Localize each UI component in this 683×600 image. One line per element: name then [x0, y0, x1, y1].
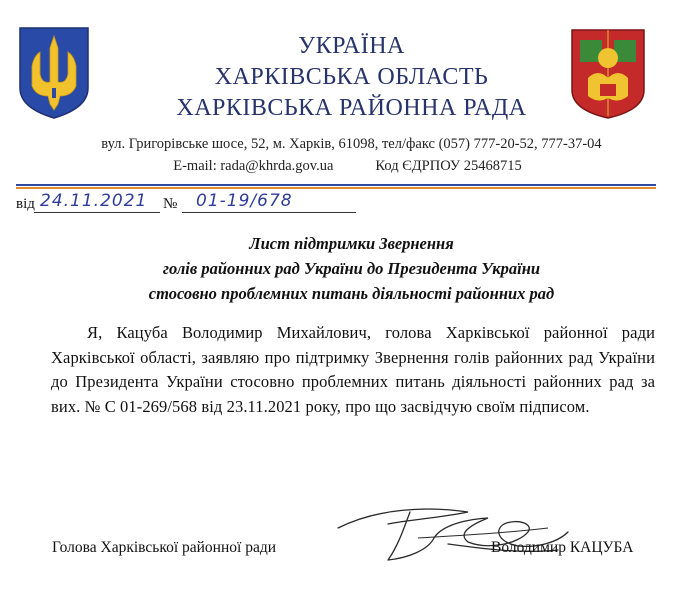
header-region: ХАРКІВСЬКА ОБЛАСТЬ: [214, 64, 489, 90]
header-address: вул. Григорівське шосе, 52, м. Харків, 61098, тел/факс (057) 777-20-52, 777-37-04: [101, 136, 602, 152]
letter-body: Я, Кацуба Володимир Михайлович, голова Харківської районної ради Харківської області, заявляю про підтримку Звернення голів районних рад України до Президента України стосовно проблемних питань діяльності районних рад за вих. № С 01-269/568 від 23.11.2021 року, про що засвідчую своїм підписом.: [51, 323, 655, 416]
signer-name: Володимир КАЦУБА: [491, 539, 634, 556]
header-edrpou: Код ЄДРПОУ 25468715: [375, 158, 522, 174]
signer-position: Голова Харківської районної ради: [52, 539, 277, 556]
letter-title-line-3: стосовно проблемних питань діяльності районних рад: [148, 284, 555, 303]
date-value: 24.11.2021: [40, 191, 148, 211]
number-underline: [182, 212, 356, 213]
header-contacts: [6, 158, 683, 175]
date-label: від: [16, 196, 35, 212]
letter-title-line-2: голів районних рад України до Президента України: [162, 259, 541, 278]
header-rule-orange: [16, 187, 656, 189]
handwritten-signature: [318, 498, 578, 568]
date-underline: [34, 212, 160, 213]
number-label: №: [163, 196, 178, 212]
header-rule-blue: [16, 184, 656, 186]
letter-title-line-1: Лист підтримки Звернення: [249, 234, 454, 253]
header-council: ХАРКІВСЬКА РАЙОННА РАДА: [176, 95, 527, 121]
header-email: E-mail: rada@khrda.gov.ua: [173, 158, 334, 174]
number-value: 01-19/678: [196, 191, 293, 211]
header-country: УКРАЇНА: [298, 33, 405, 59]
